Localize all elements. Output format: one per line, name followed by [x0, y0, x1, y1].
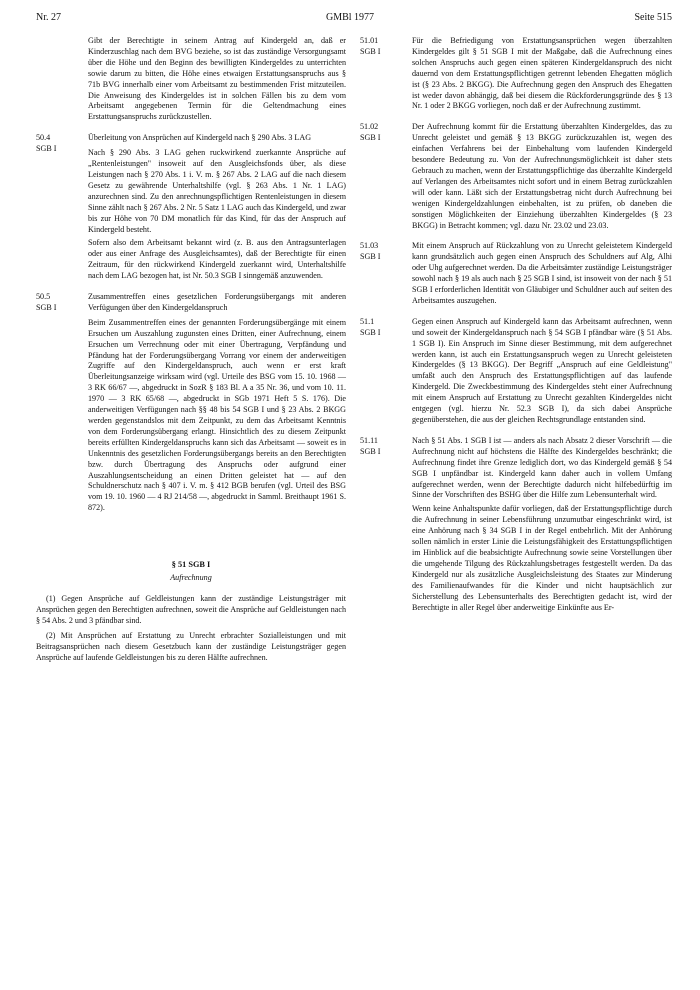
entry-paragraph: Sofern also dem Arbeitsamt bekannt wird (z. B. aus den Antragsunterlagen oder aus einer Anfrage des Ausgleichsamtes), daß der Berechtigte für einen Zeitraum, für den rückwirkend Kindergeld zuerkannt wird, Unterhaltshilfe nach dem LAG bezogen hat, ist Nr. 50.3 SGB I sinngemäß anzuwenden.	[88, 238, 346, 281]
entry-paragraph: Nach § 51 Abs. 1 SGB I ist — anders als nach Absatz 2 dieser Vorschrift — die Aufrechnung nicht auf höchstens die Hälfte des Kindergeldes beschränkt; die Aufrechnung findet ihre Grenze lediglich dort, wo das Kindergeld gemäß § 54 SGB I unpfändbar ist. Kindergeld kann daher auch in vollem Umfang aufgerechnet werden, wenn der Berechtigte dadurch nicht hilfebedürftig im Sinne der Vorschriften des BSHG über die Hilfe zum Lebensunterhalt wird.	[412, 435, 672, 500]
entry-number: 50.4 SGB I	[36, 133, 57, 154]
page-number-right: Seite 515	[634, 12, 672, 23]
entry-paragraph: Gegen einen Anspruch auf Kindergeld kann das Arbeitsamt aufrechnen, wenn und soweit der Kindergeldanspruch nach § 54 SGB I pfändbar wäre (§ 51 Abs. 1 SGB I). Ein Anspruch im Sinne dieser Bestimmung, mit dem aufgerechnet werden kann, ist auch ein Erstattungsanspruch wegen zu Unrecht geleisteten Kindergeldes (§ 13 BKGG). Der Begriff „Anspruch auf eine Geldleistung" umfaßt auch den Anspruch des Erstattungspflichtigen auf das laufende Kindergeld. Die Zweckbestimmung des Kindergeldes steht einer Aufrechnung mit einem Anspruch auf Erstattung zu Unrecht gezahlten Kindergeldes nicht entgegen (vgl. hierzu Nr. 52.3 SGB I), da sich dabei Ansprüche gegenüberstehen, die aus der gleichen Rechtsgrundlage entstanden sind.	[412, 316, 672, 424]
entry-number: 51.03 SGB I	[360, 241, 381, 262]
intro-paragraph: Gibt der Berechtigte in seinem Antrag auf Kindergeld an, daß er Kinderzuschlag nach dem BVG beziehe, so ist das zuständige Versorgungsamt über die Höhe und den Beginn des bewilligten Kindergeldes zu unterrichten sowie darum zu bitten, die Höhe eines etwaigen Erstattungsanspruchs aus § 71b BVG innerhalb einer vom Arbeitsamt zu bestimmenden Frist mitzuteilen. Die Anweisung des Kindergeldes ist in solchen Fällen bis zu dem vom Arbeitsamt angegebenen Termin für die Geltendmachung eines Erstattungsanspruchs zurückzustellen.	[88, 36, 346, 122]
entry-number: 51.02 SGB I	[360, 122, 381, 143]
entry-51-1	[360, 317, 672, 426]
entry-51-01	[360, 36, 672, 112]
law-paragraph-1: (1) Gegen Ansprüche auf Geldleistungen kann der zuständige Leistungsträger mit Ansprüchen gegen den Berechtigten aufrechnen, soweit die Ansprüche auf Geldleistungen nach § 54 Abs. 2 und 3 pfändbar sind.	[36, 593, 346, 625]
entry-paragraph: Beim Zusammentreffen eines der genannten Forderungsübergänge mit einem Ersuchen um Auszahlung zugunsten eines Dritten, einer Aufrechnung, einem Ersuchen um Verrechnung oder mit einer Übertragung, Verpfändung und Pfändung hat der Forderungsübergang Vorrang vor einem der anderweitigen Zugriffe auf den Kindergeldanspruch, auch wenn er erst kraft Überleitungsanzeige wirksam wird (vgl. Urteile des BSG vom 15. 10. 1968 — 3 RK 66/67 —, abgedruckt in SozR § 183 Bl. A a 35 Nr. 36, und vom 10. 11. 1970 — 3 RK 65/68 —, abgedruckt in SGb 1971 Heft 5 S. 176). Die anderweitigen Verfügungen nach §§ 48 bis 54 SGB I und § 23 Abs. 2 BKGG werden gegenstandslos mit dem Zeitpunkt, zu dem das Arbeitsamt Kenntnis von dem Forderungsübergang erlangt. Hinsichtlich des zu diesem Zeitpunkt bereits erfüllten Kindergeldanspruchs kann sich das Arbeitsamt — soweit es in Unkenntnis des gesetzlichen Forderungsübergangs bereits an den Berechtigten bzw. durch Übertragung des Anspruchs oder aufgrund einer Auszahlungsentscheidung an einen Dritten geleistet hat — auf den Schuldnerschutz nach § 407 i. V. m. § 412 BGB berufen (vgl. Urteil des BSG vom 19. 10. 1960 — 4 RJ 214/58 —, abgedruckt in Samml. Breithaupt 1961 S. 872).	[88, 317, 346, 513]
entry-50-4	[36, 133, 346, 282]
right-column	[360, 36, 672, 623]
law-paragraph-2: (2) Mit Ansprüchen auf Erstattung zu Unrecht erbrachter Sozialleistungen und mit Beitragsansprüchen nach diesem Gesetzbuch kann der zuständige Leistungsträger gegen Ansprüche auf laufende Geldleistungen bis zu deren Hälfte aufrechnen.	[36, 630, 346, 662]
section-title: § 51 SGB I	[171, 560, 211, 570]
publication-title: GMBl 1977	[325, 12, 375, 23]
entry-number: 50.5 SGB I	[36, 292, 57, 312]
entry-number: 51.01 SGB I	[360, 36, 381, 56]
entry-number: 51.11 SGB I	[360, 435, 381, 456]
entry-number: 51.1 SGB I	[360, 316, 381, 337]
left-column	[36, 36, 346, 667]
entry-paragraph: Der Aufrechnung kommt für die Erstattung überzahlten Kindergeldes, das zu Unrecht geleistet und gemäß § 13 BKGG zurückzuzahlen ist, wegen des einfachen Verfahrens bei der Einbehaltung vom laufenden Kindergeld besondere Bedeutung zu. Von der Aufrechnungsmöglichkeit ist daher stets Gebrauch zu machen, wenn der Erstattungspflichtige das überzahlte Kindergeld auf Verlangen des Arbeitsamtes nicht sofort und in einem Betrag zurückzahlen will oder kann. Läßt sich der Erstattungsbetrag nicht durch Aufrechnung bei wenigen Kindergeldzahlungen einbehalten, ist zu prüfen, ob daneben die sonstigen Möglichkeiten der Einziehung überzahlten Kindergeldes (§ 23 BKGG) in Betracht kommen; vgl. dazu Nr. 23.02 und 23.03.	[412, 122, 672, 230]
entry-50-5	[36, 292, 346, 514]
entry-paragraph: Für die Befriedigung von Erstattungsansprüchen wegen überzahlten Kindergeldes gilt § 51 SGB I mit der Maßgabe, daß die Aufrechnung eines solchen Anspruchs auch gegen einen späteren Kindergeldanspruch des nicht dauernd von dem Erstattungspflichtigen getrennt lebenden Ehegatten möglich ist (§ 23 Abs. 2 BKGG). Die Aufrechnung gegen den Anspruch des Ehegatten ist weder davon abhängig, daß bei diesem die Rückforderungsgründe des § 13 Nr. 1 oder 2 BKGG vorliegen, noch daß er der Aufrechnung zustimmt.	[412, 36, 672, 111]
entry-paragraph: Mit einem Anspruch auf Rückzahlung von zu Unrecht geleistetem Kindergeld kann grundsätzlich auch gegen einen Anspruch des Schuldners auf Alg, Alhi oder Uhg aufgerechnet werden. Da die Arbeitsämter zuständige Leistungsträger sowohl nach § 19 als auch nach § 25 SGB I sind, ist insoweit von der nach § 51 SGB I erforderlichen Identität von Gläubiger und Schuldner auch auf seiten des Arbeitsamtes auszugehen.	[412, 241, 672, 305]
entry-51-02	[360, 122, 672, 231]
entry-paragraph: Nach § 290 Abs. 3 LAG gehen ruckwirkend zuerkannte Ansprüche auf „Rentenleistungen" insoweit auf den Ausgleichsfonds über, als diese Leistungen nach § 270 Abs. 1 i. V. m. § 267 Abs. 2 LAG auf die nach diesem Gesetz zu gewährende Unterhaltshilfe (vgl. § 263 Abs. 1 Nr. 1 LAG) anzurechnen sind. Zu den anrechnungspflichtigen Rentenleistungen in diesem Sinne zählt nach § 267 Abs. 2 Nr. 5 Satz 1 LAG auch das Kindergeld, und zwar bis zur Höhe von 70 DM monatlich für das Kind, für das der Anspruch auf Kindergeld besteht.	[88, 148, 346, 234]
entry-title: Zusammentreffen eines gesetzlichen Forderungsübergangs mit anderen Verfügungen über den Kindergeldanspruch	[88, 292, 346, 312]
page-number-left: Nr. 27	[36, 12, 61, 23]
section-subtitle: Aufrechnung	[170, 573, 212, 583]
entry-paragraph: Wenn keine Anhaltspunkte dafür vorliegen, daß der Erstattungspflichtige durch die Aufrechnung in seiner Lebensführung unzumutbar eingeschränkt wird, ist eine Anhörung nach § 34 SGB I in der Regel entbehrlich. Mit der Anhörung sollen nämlich in erster Linie die Leistungsfähigkeit des Erstattungspflichtigen im Hinblick auf die beabsichtigte Aufrechnung sowie seine Vorstellungen über die umgehende Tilgung des Rückzahlungsbetrages festgestellt werden. Da das Kindergeld nur als zusätzliche Ausgleichsleistung des Staates zur Minderung des Familienaufwandes für die Kinder und nicht hauptsächlich zur Sicherstellung des Lebensunterhalts des Berechtigten gedacht ist, wird der Berechtigte in aller Regel über anderweitige Einkünfte aus Er-	[412, 504, 672, 612]
entry-title: Überleitung von Ansprüchen auf Kindergeld nach § 290 Abs. 3 LAG	[88, 133, 312, 143]
entry-51-03	[360, 241, 672, 306]
entry-51-11	[360, 436, 672, 614]
